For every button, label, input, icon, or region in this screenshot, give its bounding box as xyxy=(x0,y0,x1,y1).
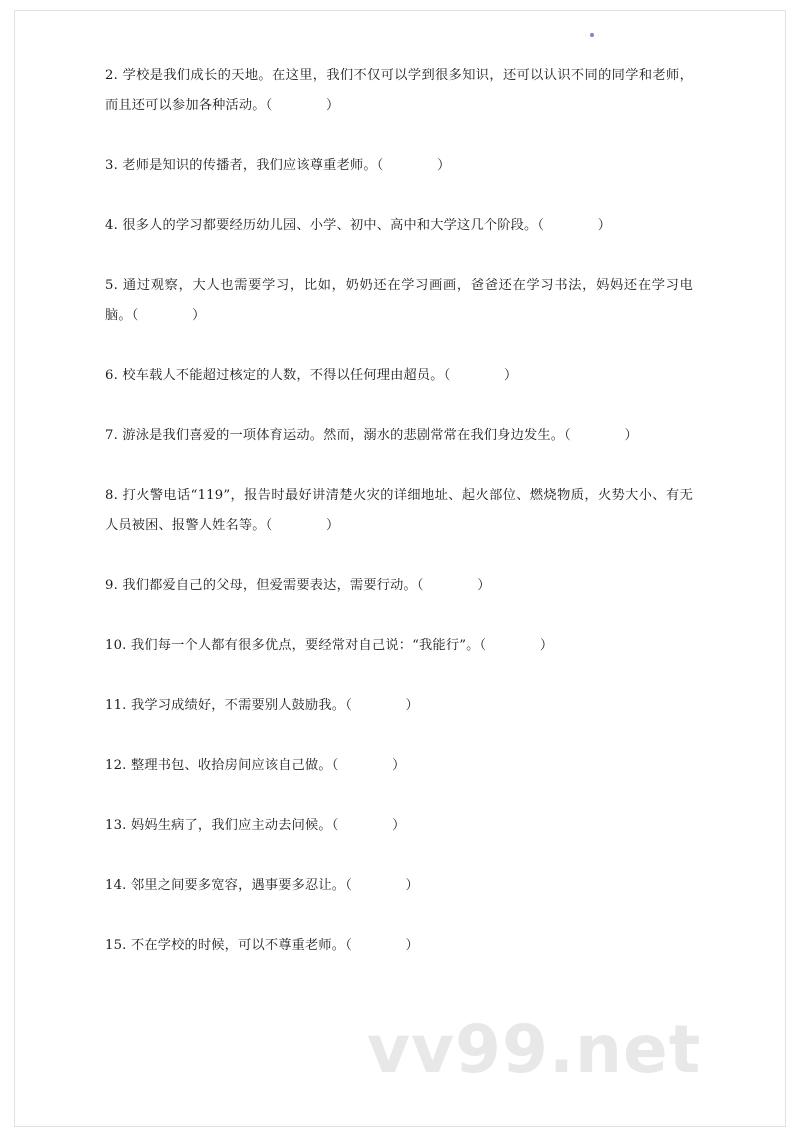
list-item: 6. 校车载人不能超过核定的人数，不得以任何理由超员。（ ） xyxy=(105,368,518,383)
list-item: 2. 学校是我们成长的天地。在这里，我们不仅可以学到很多知识，还可以认识不同的同学和老师，而且还可以参加各种活动。（ ） xyxy=(105,68,693,113)
list-item: 7. 游泳是我们喜爱的一项体育运动。然而，溺水的悲剧常常在我们身边发生。（ ） xyxy=(105,428,638,443)
list-item: 3. 老师是知识的传播者，我们应该尊重老师。（ ） xyxy=(105,158,451,173)
list-item: 15. 不在学校的时候，可以不尊重老师。（ ） xyxy=(105,938,419,953)
list-item: 10. 我们每一个人都有很多优点，要经常对自己说：“我能行”。（ ） xyxy=(105,638,554,653)
page-marker-dot xyxy=(590,33,594,37)
watermark: vv99.net xyxy=(367,1011,702,1088)
question-list xyxy=(105,61,693,961)
list-item: 12. 整理书包、收拾房间应该自己做。（ ） xyxy=(105,758,406,773)
list-item: 13. 妈妈生病了，我们应主动去问候。（ ） xyxy=(105,818,406,833)
list-item: 8. 打火警电话“119”，报告时最好讲清楚火灾的详细地址、起火部位、燃烧物质，火势大小、有无人员被困、报警人姓名等。（ ） xyxy=(105,488,693,533)
list-item: 5. 通过观察，大人也需要学习，比如，奶奶还在学习画画，爸爸还在学习书法，妈妈还在学习电脑。（ ） xyxy=(105,278,693,323)
list-item: 4. 很多人的学习都要经历幼儿园、小学、初中、高中和大学这几个阶段。（ ） xyxy=(105,218,612,233)
list-item: 9. 我们都爱自己的父母，但爱需要表达，需要行动。（ ） xyxy=(105,578,491,593)
list-item: 14. 邻里之间要多宽容，遇事要多忍让。（ ） xyxy=(105,878,419,893)
list-item: 11. 我学习成绩好，不需要别人鼓励我。（ ） xyxy=(105,698,419,713)
document-page xyxy=(14,10,786,1127)
